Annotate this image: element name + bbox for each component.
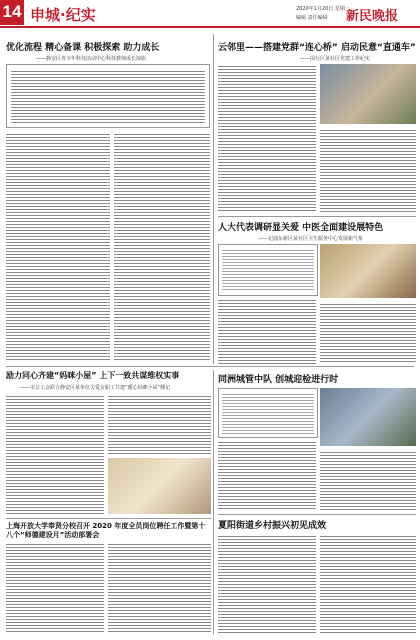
section-rule [218,216,416,217]
section-title: 申城·纪实 [30,6,96,24]
article-title: 优化流程 精心备课 积极探索 助力成长 [6,43,160,53]
issue-date: 2020年1月20日 星期一 [296,6,350,12]
section-rule [6,366,414,367]
article-subtitle: ——静安区青少年科技活动中心科技教师成长掠影 [36,56,147,62]
article-photo [320,388,416,446]
article-title: 人大代表调研显关爱 中医全面建设展特色 [218,223,384,233]
body-text [320,534,416,634]
body-text [320,128,416,212]
body-text [320,302,416,364]
masthead-rule [0,26,420,28]
column-divider [213,34,214,364]
article-photo [320,64,416,124]
article-title: 同洲城管中队 创城迎检进行时 [218,375,339,385]
article-subtitle: ——闵行区某社区党建工作纪实 [300,56,371,62]
lead-text [11,69,205,123]
body-text [108,394,211,454]
body-text [218,534,316,634]
article-photo [320,244,416,298]
lead-box [218,388,318,438]
body-text [218,298,316,364]
body-text [320,450,416,510]
body-text [218,64,316,212]
column-divider [213,370,214,634]
lead-text [222,248,314,292]
body-text [6,132,110,362]
paper-logo: 新民晚报 [346,9,399,24]
masthead [0,0,420,30]
article-photo [108,458,211,514]
article-title: 夏阳街道乡村振兴初见成效 [218,521,327,531]
article-subtitle: ——记浦东新区某社区卫生服务中心发展新气象 [258,236,364,242]
article-title: 励力同心齐建“妈咪小屋” 上下一致共谋维权实事 [6,371,180,380]
page-number: 14 [2,2,22,21]
body-text [108,542,211,634]
article-title: 云邻里——搭建党群“连心桥” 启动民意“直通车” [218,43,416,53]
lead-box [218,244,318,296]
body-text [114,132,210,362]
article-subtitle: ——市总工会联合静安区某单位关爱女职工共建“暖心妈咪小屋”侧记 [20,385,171,391]
body-text [6,394,104,514]
lead-text [222,392,314,434]
section-rule [218,514,416,515]
body-text [6,542,104,634]
section-rule [6,518,211,519]
body-text [218,440,316,510]
editor-credit: 编辑 责任编辑 [296,15,328,21]
article-title: 上海开放大学奉贤分校召开 2020 年度全员岗位聘任工作暨第十八个“师德建设月”活动部署会 [6,522,206,539]
lead-box [6,64,210,128]
